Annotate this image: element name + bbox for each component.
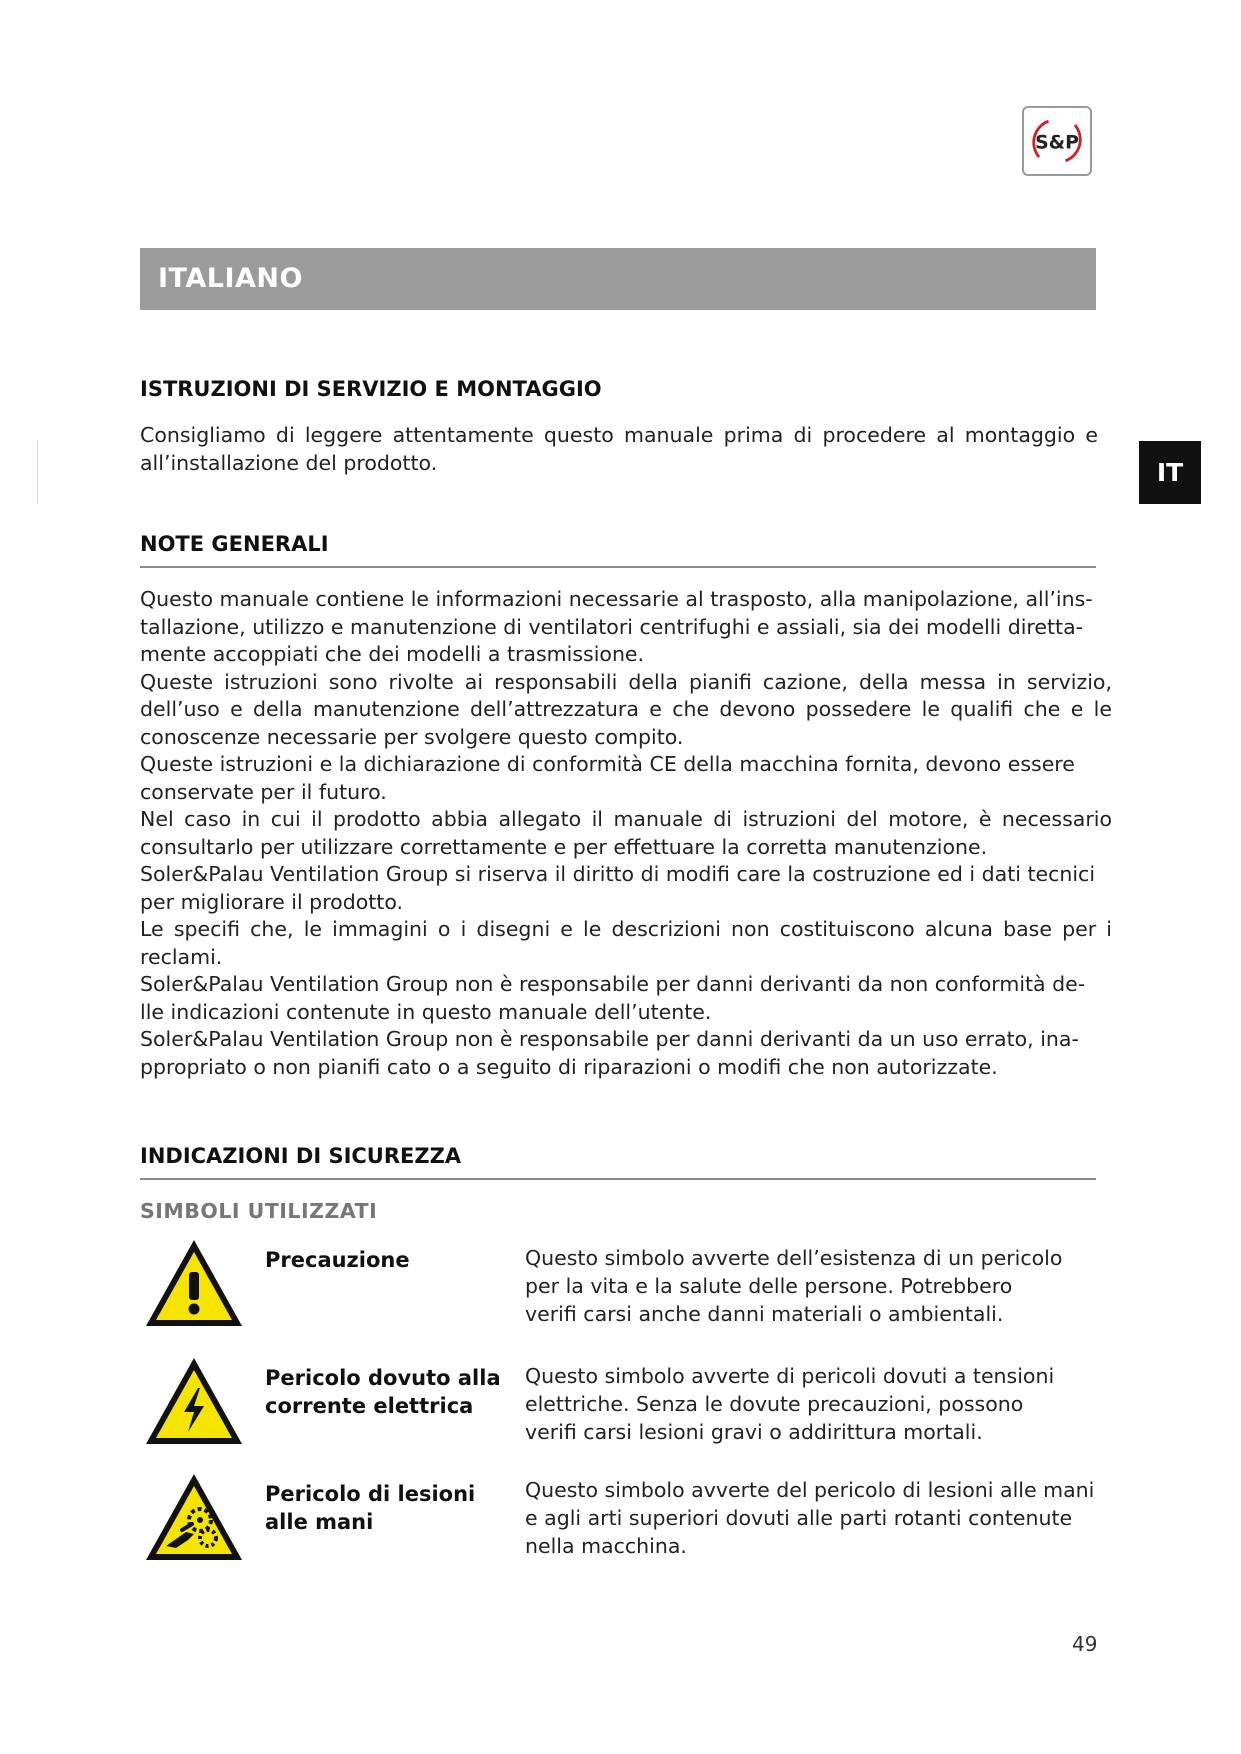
symbol-desc-line: elettriche. Senza le dovute precauzioni, possono [525,1392,1024,1416]
symbol-name-line: alle mani [265,1510,374,1534]
warning-exclamation-icon [142,1236,246,1330]
text-line: conoscenze necessarie per svolgere questo compito. [140,724,684,749]
text-line: Consigliamo di leggere attentamente questo manuale prima di procedere al montaggio e [140,423,1098,447]
symbol-desc-line: Questo simbolo avverte del pericolo di lesioni alle mani [525,1478,1095,1502]
text-line: per migliorare il prodotto. [140,889,404,914]
text-line: dell’uso e della manutenzione dell’attrezzatura e che devono possedere le qualifi che e le [140,697,1112,721]
symbol-name-line: Pericolo dovuto alla [265,1366,501,1390]
section-title-safety: INDICAZIONI DI SICUREZZA [140,1144,1096,1180]
symbol-desc-line: Questo simbolo avverte di pericoli dovuti a tensioni [525,1364,1055,1388]
language-side-tab: IT [1139,441,1201,504]
symbol-desc-line: Questo simbolo avverte dell’esistenza di un pericolo [525,1246,1063,1270]
symbol-name [265,1480,475,1536]
text-line: Nel caso in cui il prodotto abbia allegato il manuale di istruzioni del motore, è necessario [140,807,1112,831]
text-line: Queste istruzioni e la dichiarazione di conformità CE della macchina fornita, devono essere [140,752,1075,776]
text-line: all’installazione del prodotto. [140,450,438,475]
symbol-description [525,1244,1062,1328]
symbol-desc-line: nella macchina. [525,1534,687,1558]
symbol-desc-line: verifi carsi lesioni gravi o addirittura mortali. [525,1420,983,1444]
service-paragraph [140,422,1098,477]
symbol-desc-line: e agli arti superiori dovuti alle parti rotanti contenute [525,1506,1073,1530]
text-line: Questo manuale contiene le informazioni necessarie al trasposto, alla manipolazione, all’ins- [140,587,1093,611]
symbol-name-line: Pericolo di lesioni [265,1482,476,1506]
text-line: Queste istruzioni sono rivolte ai responsabili della pianifi cazione, della messa in servizio, [140,669,1112,694]
brand-logo [1022,106,1092,176]
text-line: lle indicazioni contenute in questo manuale dell’utente. [140,999,712,1024]
symbol-name [265,1246,410,1274]
subsection-title-symbols: SIMBOLI UTILIZZATI [140,1199,378,1223]
text-line: conservate per il futuro. [140,779,387,804]
page-number: 49 [1072,1632,1098,1656]
text-line: Le specifi che, le immagini o i disegni e le descrizioni non costituiscono alcuna base per i [140,917,1112,941]
symbol-description [525,1476,1094,1560]
electric-hazard-icon [142,1354,246,1448]
symbol-desc-line: per la vita e la salute delle persone. Potrebbero [525,1274,1013,1298]
margin-mark [37,440,38,504]
text-line: Soler&Palau Ventilation Group non è responsabile per danni derivanti da non conformità de- [140,972,1086,996]
symbol-desc-line: verifi carsi anche danni materiali o ambientali. [525,1302,1004,1326]
text-line: Soler&Palau Ventilation Group si riserva il diritto di modifi care la costruzione ed i dati tecnici [140,862,1096,886]
section-title-general: NOTE GENERALI [140,532,1096,568]
sp-logo-icon [1024,108,1090,174]
symbol-name-line: Precauzione [265,1248,410,1272]
hand-injury-hazard-icon [142,1470,246,1564]
language-banner: ITALIANO [140,248,1096,310]
symbol-description [525,1362,1054,1446]
text-line: mente accoppiati che dei modelli a trasmissione. [140,642,645,666]
symbol-name [265,1364,501,1420]
general-notes-paragraph [140,586,1112,1081]
symbol-name-line: corrente elettrica [265,1394,474,1418]
text-line: tallazione, utilizzo e manutenzione di ventilatori centrifughi e assiali, sia dei modelli diretta- [140,614,1084,639]
text-line: consultarlo per utilizzare correttamente e per effettuare la corretta manutenzione. [140,834,988,859]
text-line: ppropriato o non pianifi cato o a seguito di riparazioni o modifi che non autorizzate. [140,1054,998,1079]
text-line: reclami. [140,944,223,969]
section-title-service: ISTRUZIONI DI SERVIZIO E MONTAGGIO [140,377,602,401]
text-line: Soler&Palau Ventilation Group non è responsabile per danni derivanti da un uso errato, ina- [140,1027,1079,1051]
logo-text: S&P [1035,132,1079,154]
